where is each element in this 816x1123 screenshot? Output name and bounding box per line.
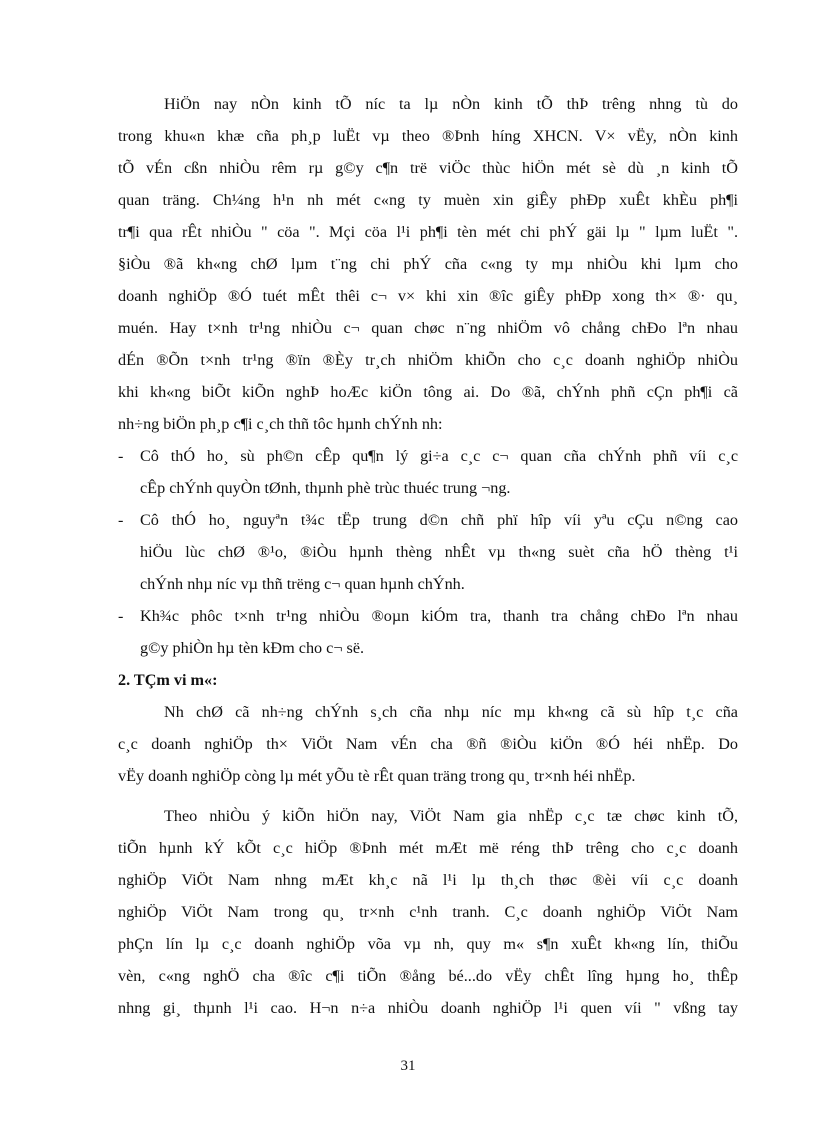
bullet-dash: - [118, 607, 124, 625]
paragraph-line: vËy doanh nghiÖp còng lµ mét yÕu tè rÊt quan träng trong qu¸ tr×nh héi nhËp. [118, 767, 636, 785]
paragraph-line: nghiÖp ViÖt Nam trong qu¸ tr×nh c¹nh tranh. C¸c doanh nghiÖp ViÖt Nam [118, 903, 738, 921]
paragraph-line: HiÖn nay nÒn kinh tÕ níc ta lµ nÒn kinh tÕ thÞ trêng nhng tù do [164, 95, 738, 113]
paragraph-line: Nh chØ cã nh÷ng chÝnh s¸ch cña nhµ níc mµ kh«ng cã sù hîp t¸c cña [164, 703, 738, 721]
paragraph-line: muén. Hay t×nh tr¹ng nhiÒu c¬ quan chøc n¨ng nhiÖm vô chång chÐo lªn nhau [118, 319, 738, 337]
bullet-item [118, 508, 738, 532]
paragraph-line: phÇn lín lµ c¸c doanh nghiÖp võa vµ nh, quy m« s¶n xuÊt kh«ng lín, thiÕu [118, 935, 738, 953]
paragraph-line: tr¶i qua rÊt nhiÒu " cöa ". Mçi cöa l¹i ph¶i tèn mét chi phÝ gäi lµ " lµm luËt ". [118, 223, 738, 241]
paragraph-line: §iÒu ®ã kh«ng chØ lµm t¨ng chi phÝ cña c«ng ty mµ nhiÒu khi lµm cho [118, 255, 738, 273]
bullet-dash: - [118, 447, 124, 465]
bullet-line: g©y phiÒn hµ tèn kÐm cho c¬ së. [140, 639, 365, 657]
paragraph-line: khi kh«ng biÕt kiÕn nghÞ hoÆc kiÖn tông ai. Do ®ã, chÝnh phñ cÇn ph¶i cã [118, 383, 738, 401]
bullet-line: hiÖu lùc chØ ®¹o, ®iÒu hµnh thèng nhÊt vµ th«ng suèt cña hÖ thèng t¹i [140, 543, 738, 561]
bullet-item [118, 444, 738, 468]
bullet-item [118, 604, 738, 628]
paragraph-line: quan träng. Ch¼ng h¹n nh mét c«ng ty muèn xin giÊy phÐp xuÊt khÈu ph¶i [118, 191, 738, 209]
paragraph-line: tÕ vÉn cßn nhiÒu rêm rµ g©y c¶n trë viÖc thùc hiÖn mét sè dù ¸n kinh tÕ [118, 159, 738, 177]
paragraph-line: Theo nhiÒu ý kiÕn hiÖn nay, ViÖt Nam gia nhËp c¸c tæ chøc kinh tÕ, [164, 807, 738, 825]
paragraph-line: c¸c doanh nghiÖp th× ViÖt Nam vÉn cha ®ñ ®iÒu kiÖn ®Ó héi nhËp. Do [118, 735, 738, 753]
bullet-line: Kh¾c phôc t×nh tr¹ng nhiÒu ®oµn kiÓm tra, thanh tra chång chÐo lªn nhau [140, 607, 738, 625]
bullet-line: Cô thÓ ho¸ sù ph©n cÊp qu¶n lý gi÷a c¸c c¬ quan cña chÝnh phñ víi c¸c [140, 447, 738, 465]
paragraph-line: vèn, c«ng nghÖ cha ®îc c¶i tiÕn ®ång bé...do vËy chÊt lîng hµng ho¸ thÊp [118, 967, 738, 985]
paragraph-line: nghiÖp ViÖt Nam nhng mÆt kh¸c nã l¹i lµ th¸ch thøc ®èi víi c¸c doanh [118, 871, 738, 889]
bullet-line: chÝnh nhµ níc vµ thñ trëng c¬ quan hµnh chÝnh. [140, 575, 465, 593]
page-number: 31 [400, 1058, 416, 1074]
paragraph-line: nh÷ng biÖn ph¸p c¶i c¸ch thñ tôc hµnh chÝnh nh: [118, 415, 443, 433]
paragraph-line: dÉn ®Õn t×nh tr¹ng ®ïn ®Èy tr¸ch nhiÖm khiÕn cho c¸c doanh nghiÖp nhiÒu [118, 351, 738, 369]
paragraph-line: tiÕn hµnh kÝ kÕt c¸c hiÖp ®Þnh mét mÆt më réng thÞ trêng cho c¸c doanh [118, 839, 738, 857]
bullet-line: cÊp chÝnh quyÒn tØnh, thµnh phè trùc thuéc trung ¬ng. [140, 479, 511, 497]
paragraph-line: nhng gi¸ thµnh l¹i cao. H¬n n÷a nhiÒu doanh nghiÖp l¹i quen víi " vßng tay [118, 999, 738, 1017]
bullet-line: Cô thÓ ho¸ nguyªn t¾c tËp trung d©n chñ phï hîp víi yªu cÇu n©ng cao [140, 511, 738, 529]
section-heading: 2. TÇm vi m«: [118, 671, 218, 689]
paragraph-line: doanh nghiÖp ®Ó tuét mÊt thêi c¬ v× khi xin ®îc giÊy phÐp xong th× ®· qu¸ [118, 287, 738, 305]
bullet-dash: - [118, 511, 124, 529]
paragraph-line: trong khu«n khæ cña ph¸p luËt vµ theo ®Þnh híng XHCN. V× vËy, nÒn kinh [118, 127, 738, 145]
